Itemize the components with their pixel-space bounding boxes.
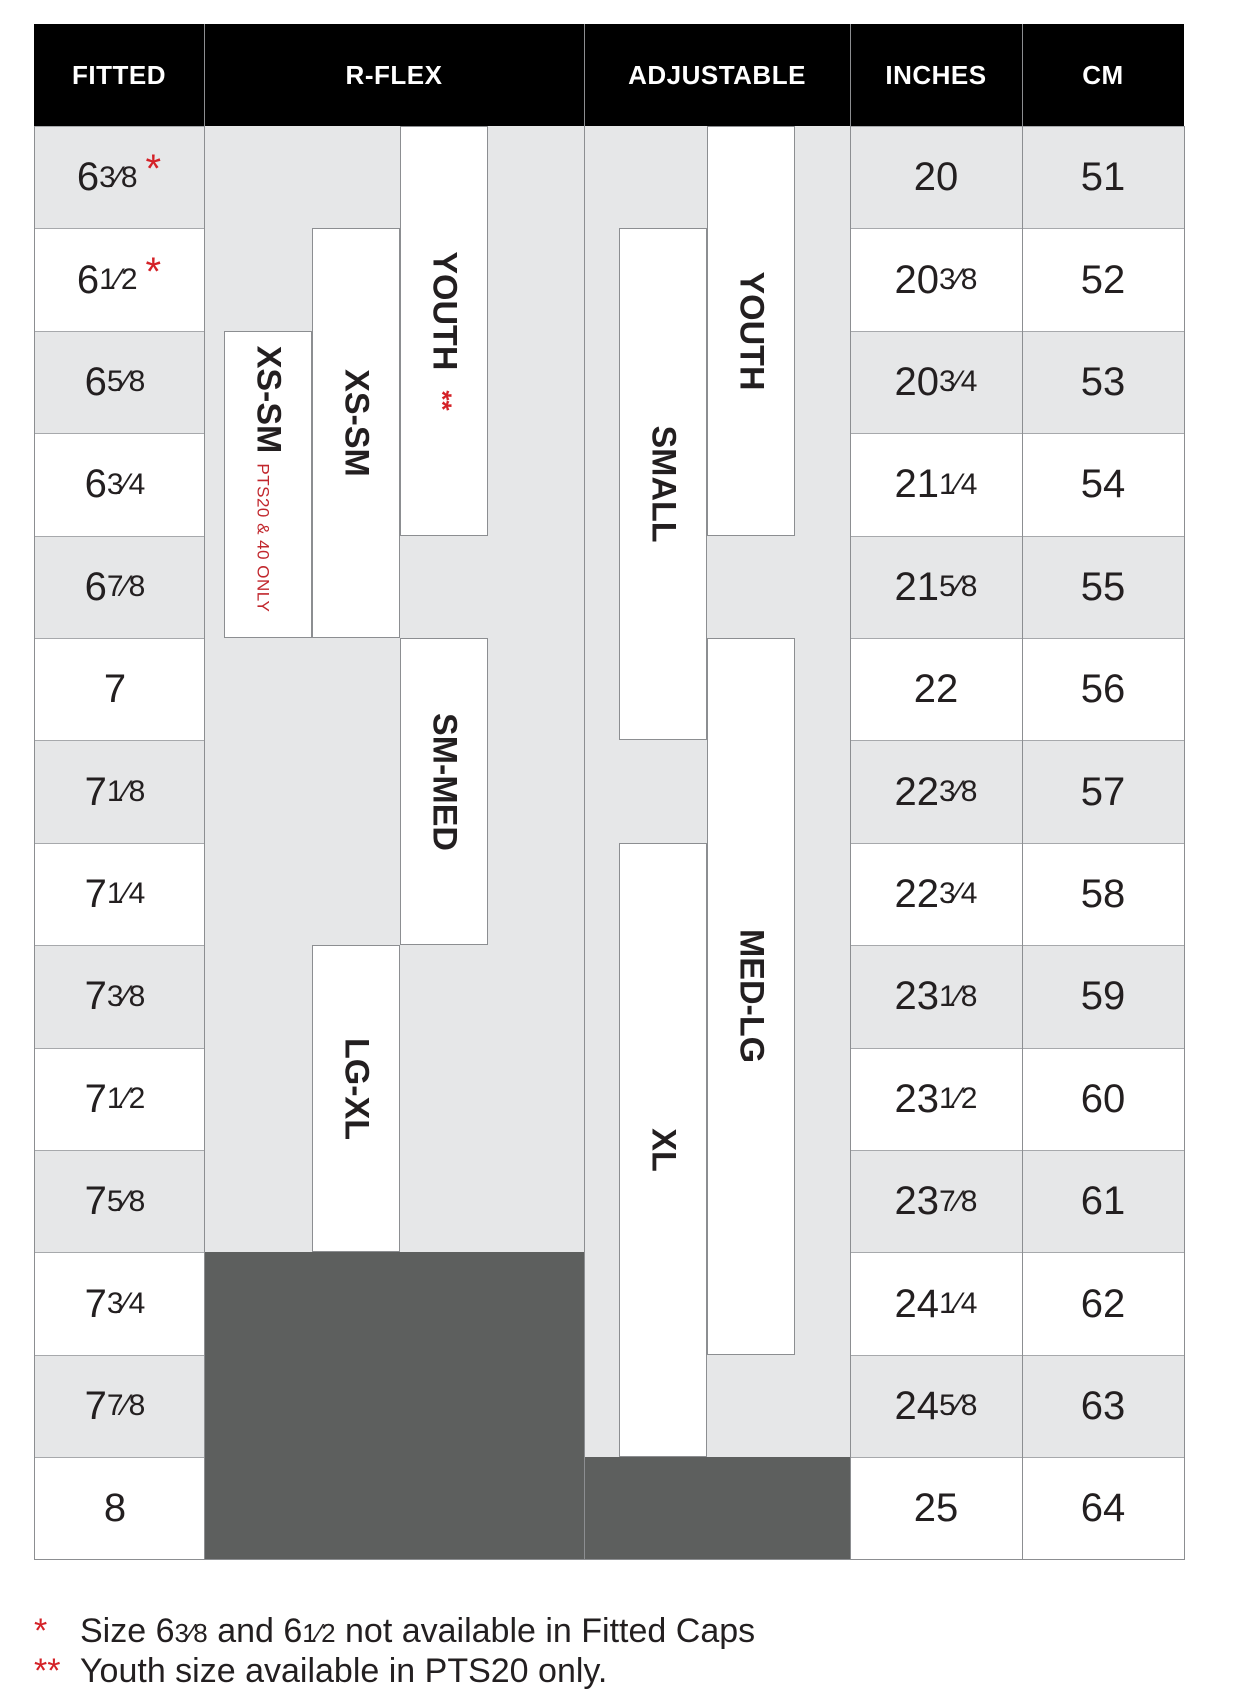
footnote-fraction: 1⁄2 (302, 1618, 336, 1648)
inches-fraction: 1⁄8 (939, 979, 978, 1013)
footnote-text: Size 6 (80, 1612, 175, 1650)
cm-value: 54 (1080, 462, 1126, 507)
cm-value: 52 (1080, 257, 1126, 302)
fitted-whole: 6 (76, 155, 100, 200)
inches-whole: 21 (894, 564, 940, 609)
fitted-size-cell (34, 126, 204, 228)
inches-fraction: 3⁄8 (939, 775, 978, 809)
double-asterisk-icon: ** (34, 1652, 61, 1690)
inches-cell (850, 1048, 1022, 1150)
size-name: LG-XL (337, 1037, 376, 1140)
fitted-whole: 7 (84, 871, 107, 916)
fitted-fraction: 3⁄8 (106, 979, 146, 1013)
fitted-whole: 7 (103, 667, 127, 712)
fitted-size-cell (34, 1048, 204, 1150)
footnote-youth-availability (34, 1652, 607, 1691)
asterisk-icon: * (34, 1612, 48, 1650)
size-name: YOUTH (732, 271, 771, 391)
adjustable-size-band (707, 126, 795, 536)
inches-fraction: 1⁄4 (939, 1287, 978, 1321)
fitted-fraction: 1⁄4 (106, 877, 146, 911)
inches-cell (850, 331, 1022, 433)
rflex-unavailable-region (204, 1252, 584, 1559)
column-divider (204, 24, 205, 1560)
fitted-size-cell (34, 1150, 204, 1252)
size-name: XS-SM (249, 346, 288, 454)
cm-cell (1022, 126, 1184, 228)
inches-fraction: 3⁄8 (939, 263, 978, 297)
fitted-size-cell (34, 1252, 204, 1354)
header-adjustable: ADJUSTABLE (584, 24, 850, 126)
column-divider (850, 24, 851, 1560)
double-asterisk-icon: ** (427, 390, 458, 411)
inches-cell (850, 945, 1022, 1047)
fitted-size-cell (34, 228, 204, 330)
inches-cell (850, 536, 1022, 638)
cm-cell (1022, 331, 1184, 433)
size-name: MED-LG (732, 929, 771, 1064)
inches-whole: 20 (913, 155, 959, 200)
fitted-whole: 7 (84, 974, 107, 1019)
fitted-whole: 6 (76, 257, 100, 302)
fitted-fraction: 1⁄8 (106, 775, 146, 809)
inches-fraction: 5⁄8 (939, 1389, 978, 1423)
cm-value: 58 (1080, 871, 1126, 916)
cm-value: 63 (1080, 1383, 1126, 1428)
size-name: XL (644, 1128, 683, 1172)
inches-cell (850, 1150, 1022, 1252)
inches-fraction: 3⁄4 (939, 877, 978, 911)
adjustable-size-label (644, 426, 683, 543)
rflex-size-band (312, 228, 400, 638)
cm-cell (1022, 1457, 1184, 1559)
inches-whole: 22 (913, 667, 959, 712)
fitted-size-cell (34, 536, 204, 638)
fitted-whole: 7 (84, 1076, 107, 1121)
table-left-border (34, 126, 35, 1560)
rflex-size-label (425, 713, 464, 871)
fitted-size-cell (34, 331, 204, 433)
inches-whole: 20 (894, 257, 940, 302)
inches-whole: 22 (894, 871, 940, 916)
fitted-whole: 6 (84, 564, 107, 609)
cm-value: 64 (1080, 1486, 1126, 1531)
inches-fraction: 3⁄4 (939, 365, 978, 399)
fitted-size-cell (34, 843, 204, 945)
inches-cell (850, 433, 1022, 535)
header-inches: INCHES (850, 24, 1022, 126)
fitted-size-cell (34, 740, 204, 842)
inches-cell (850, 126, 1022, 228)
cm-value: 51 (1080, 155, 1126, 200)
size-note: PTS20 & 40 ONLY (253, 463, 273, 613)
inches-cell (850, 843, 1022, 945)
inches-whole: 21 (894, 462, 940, 507)
rflex-size-label (425, 251, 464, 410)
cm-cell (1022, 536, 1184, 638)
fitted-fraction: 5⁄8 (106, 365, 146, 399)
adjustable-size-band (707, 638, 795, 1355)
adjustable-size-label (644, 1128, 683, 1171)
adjustable-size-band (619, 228, 707, 740)
asterisk-icon: * (145, 147, 162, 192)
fitted-fraction: 3⁄4 (106, 467, 146, 501)
inches-cell (850, 1457, 1022, 1559)
fitted-whole: 6 (84, 462, 107, 507)
inches-fraction: 1⁄4 (939, 467, 978, 501)
cm-value: 53 (1080, 359, 1126, 404)
footnote-text: and 6 (207, 1612, 303, 1650)
adjustable-size-label (732, 271, 771, 390)
table-right-border (1184, 126, 1185, 1560)
fitted-whole: 8 (103, 1486, 127, 1531)
fitted-fraction: 1⁄2 (106, 1082, 146, 1116)
inches-whole: 20 (894, 359, 940, 404)
adjustable-size-band (619, 843, 707, 1457)
rflex-size-band (224, 331, 312, 638)
cm-value: 59 (1080, 974, 1126, 1019)
rflex-size-label (249, 346, 288, 623)
inches-whole: 22 (894, 769, 940, 814)
cm-value: 55 (1080, 564, 1126, 609)
fitted-whole: 6 (84, 359, 107, 404)
table-bottom-border (34, 1559, 1185, 1560)
inches-cell (850, 1252, 1022, 1354)
cm-cell (1022, 638, 1184, 740)
rflex-size-band (312, 945, 400, 1252)
fitted-whole: 7 (84, 1281, 107, 1326)
adjustable-size-label (732, 929, 771, 1063)
fitted-size-cell (34, 433, 204, 535)
footnote-fraction: 3⁄8 (174, 1618, 208, 1648)
inches-whole: 24 (894, 1281, 940, 1326)
inches-whole: 23 (894, 1076, 940, 1121)
size-name: YOUTH (425, 251, 464, 371)
cm-value: 56 (1080, 667, 1126, 712)
cm-cell (1022, 843, 1184, 945)
fitted-fraction: 7⁄8 (106, 1389, 146, 1423)
fitted-fraction: 3⁄4 (106, 1287, 146, 1321)
cm-cell (1022, 433, 1184, 535)
fitted-fraction: 1⁄2 (99, 263, 138, 297)
fitted-whole: 7 (84, 769, 107, 814)
inches-fraction: 1⁄2 (939, 1082, 978, 1116)
fitted-size-cell (34, 1355, 204, 1457)
cm-value: 60 (1080, 1076, 1126, 1121)
cm-value: 62 (1080, 1281, 1126, 1326)
column-divider (584, 24, 585, 1560)
header-fitted: FITTED (34, 24, 204, 126)
footnote-fitted-availability (34, 1612, 755, 1651)
inches-cell (850, 228, 1022, 330)
inches-whole: 23 (894, 974, 940, 1019)
rflex-size-band (400, 638, 488, 945)
fitted-whole: 7 (84, 1383, 107, 1428)
inches-fraction: 5⁄8 (939, 570, 978, 604)
header-cm: CM (1022, 24, 1184, 126)
size-name: SMALL (644, 425, 683, 543)
size-name: XS-SM (337, 369, 376, 478)
inches-whole: 24 (894, 1383, 940, 1428)
adjustable-unavailable-region (584, 1457, 850, 1559)
rflex-size-label (337, 369, 376, 497)
inches-cell (850, 638, 1022, 740)
inches-whole: 23 (894, 1179, 940, 1224)
cm-cell (1022, 1048, 1184, 1150)
fitted-fraction: 7⁄8 (106, 570, 146, 604)
fitted-whole: 7 (84, 1179, 107, 1224)
inches-whole: 25 (913, 1486, 959, 1531)
cm-cell (1022, 1150, 1184, 1252)
inches-cell (850, 740, 1022, 842)
cm-cell (1022, 228, 1184, 330)
fitted-size-cell (34, 1457, 204, 1559)
inches-fraction: 7⁄8 (939, 1184, 978, 1218)
footnote-text: not available in Fitted Caps (335, 1612, 756, 1650)
cm-cell (1022, 1355, 1184, 1457)
cm-cell (1022, 740, 1184, 842)
inches-cell (850, 1355, 1022, 1457)
fitted-fraction: 3⁄8 (99, 160, 138, 194)
fitted-size-cell (34, 945, 204, 1047)
fitted-fraction: 5⁄8 (106, 1184, 146, 1218)
cm-value: 61 (1080, 1179, 1126, 1224)
cm-cell (1022, 1252, 1184, 1354)
asterisk-icon: * (145, 249, 162, 294)
column-divider (1022, 24, 1023, 1560)
rflex-size-label (337, 1038, 376, 1160)
rflex-size-band (400, 126, 488, 536)
cm-cell (1022, 945, 1184, 1047)
cm-value: 57 (1080, 769, 1126, 814)
fitted-size-cell (34, 638, 204, 740)
size-name: SM-MED (425, 712, 464, 851)
header-rflex: R-FLEX (204, 24, 584, 126)
footnote-text: Youth size available in PTS20 only. (80, 1652, 608, 1690)
